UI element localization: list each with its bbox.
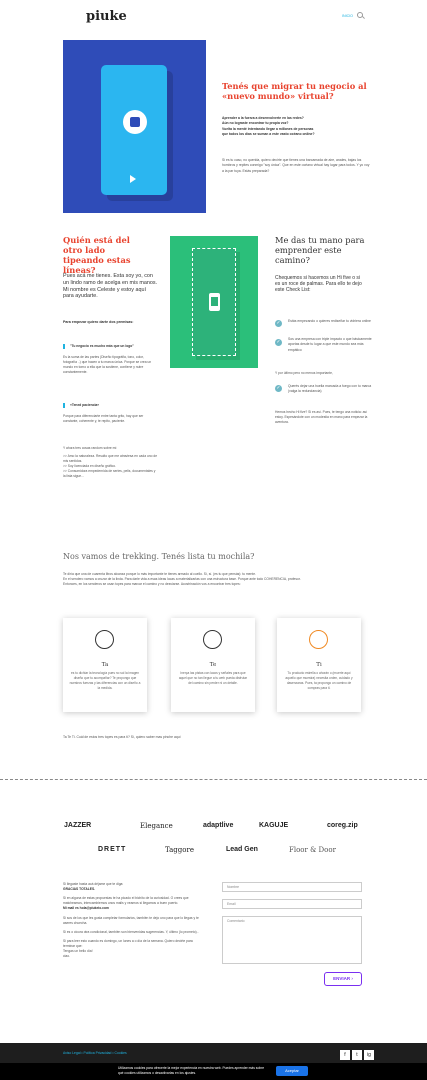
contact-line: Si llegaste hasta acá déjame que te diga:	[63, 882, 124, 886]
card-title: Ta	[101, 662, 109, 668]
site-header	[0, 0, 427, 32]
site-logo[interactable]: piuke	[86, 9, 127, 24]
contact-line[interactable]: Mi mail es hola@piukeio.com	[63, 906, 109, 911]
bold-line: que todos los días se suman a este vasto océano online?	[222, 131, 315, 136]
card-title: Ti	[316, 662, 322, 668]
bold-line: Aprender a la fuerza a desenvolverte en las redes?	[222, 116, 304, 120]
send-label: ENVIAR	[333, 976, 351, 981]
card-illustration	[192, 248, 236, 356]
list-item: >> Consumidora empedernida de series, pelis, documentales y la lista sigue...	[63, 469, 156, 479]
quote-1: "Tu negocio es mucho más que un logo"	[63, 344, 158, 349]
cutlery-icon	[203, 630, 222, 649]
center-illustration	[170, 236, 258, 368]
section1-title: Tenés que migrar tu negocio al «nuevo mundo» virtual?	[222, 81, 367, 101]
comment-field[interactable]: Comentario	[222, 916, 362, 964]
card-ti[interactable]	[277, 618, 361, 712]
contact-line: Si para leer esto cuando es domingo, un lunes a o día de la semana. Quiero decirte para terminar que:	[63, 938, 193, 948]
contact-line: Tengas un bello día!	[63, 949, 93, 954]
contact-line: ciao.	[63, 954, 70, 959]
trekking-title: Nos vamos de trekking. Tenés lista tu mochila?	[63, 552, 255, 561]
about-intro: Pues acá me tienes. Esta soy yo, con un lindo ramo de acelga en mis manos. Mi nombre es Celeste y estoy aquí para ayudarte.	[63, 273, 158, 300]
about-p1: Es la suma de las partes (Diseño tipográfia, tono, color, fotografía ..) que hacen a tu marca única. Porque se crea un mundo en torno a ella que la sostiene, contiene y nutre constantemente.	[63, 355, 152, 375]
hand-intro: Chequemos si hacemos un Hi five o si es un roce de palmas. Para ello te dejo este Check List:	[275, 275, 362, 293]
trekking-p2: En el sendero vamos a cruzar de la linda. Para darle vida a esas ideas locas a materializarlas con una estructura base. Porque ante todo COHERENCIA, profesor.	[63, 577, 301, 582]
card-text: es tu dichiar la tecnología pues no sol la imagen diseño que tu acompañar? Te propongo que nuestros fuerzas y las diferencias con un diseño a la medida.	[69, 671, 141, 690]
contact-line: Si sos de los que les gusta completar formularios, también te dejo uno para que lo llegas y te aseres chuecha.	[63, 915, 199, 925]
card-title: Te	[209, 662, 217, 668]
card-ta[interactable]	[63, 618, 147, 712]
brand-logo: JAZZER	[64, 822, 92, 829]
check-item-1: Estás empezando o quieres rediseñar tu vidriera online	[288, 319, 371, 323]
cutlery-icon	[95, 630, 114, 649]
section-divider	[0, 779, 427, 780]
brand-logo: Lead Gen	[226, 846, 258, 853]
contact-line: Si es o cicura otra condicional, también son bienvenidas sugerencias. Y, último (lo prometo)..	[63, 929, 199, 934]
hero-illustration	[63, 40, 206, 213]
instagram-icon[interactable]: ig	[364, 1050, 374, 1060]
brand-logo: coreg.zip	[327, 822, 358, 829]
name-field[interactable]: Nombre	[222, 882, 362, 892]
check-middle: Y por último pero no menos importante,	[275, 371, 333, 375]
send-button[interactable]: ENVIAR ›	[324, 972, 362, 986]
check-icon: ✓	[276, 385, 281, 391]
facebook-icon[interactable]: f	[340, 1050, 350, 1060]
section1-paragraph: Si es tu caso, no querida, quiero decirte que tienes una barcamada de aire, anales, bajas los hombros y repites conmigo "soy única". Que en este océano virtual hay lugar para todos. Y yo voy a la par tuya. Estás preparada?	[222, 158, 370, 173]
trekking-p1: Te diría que una de cuarenta litros alcanza porque lo más importante te tienes armado al cuello. Sí, sí. (es tu que pensás): tu mente.	[63, 572, 256, 576]
cookie-banner	[0, 1063, 427, 1080]
about-list	[63, 454, 158, 480]
search-icon[interactable]	[357, 12, 363, 18]
bold-line: Vuelta la menté intentando llegar a millones de personas	[222, 126, 314, 131]
brand-logo: KAGUJE	[259, 822, 289, 829]
contact-line: Si en alguna de estas propuestas te ha picado el bichito de la curiosidad. O crees que matcheamos, intercambiemos unos mails y veamos si llegamos a buen puerto.	[63, 896, 189, 906]
card-te[interactable]	[171, 618, 255, 712]
check-item-2: Sos una empresa con triple impacto o que básicamente aportas desde tu lugar a que este mundo sea más empático	[288, 337, 372, 352]
phone-illustration	[101, 65, 167, 195]
lightbulb-icon	[309, 630, 328, 649]
brand-logo: adaptlive	[203, 822, 234, 829]
about-p3: Y ahora tres cosas random sobre mí:	[63, 446, 118, 450]
bold-line: Aún no lograste encontrar tu propia voz?	[222, 121, 289, 126]
trekking-text	[63, 572, 363, 587]
trekking-p3: Entonces, en los senderos se usan topes para marcar el camino y no desviarse. Acostrinación vos a encontrar tres topes:	[63, 582, 241, 587]
check-icon: ✓	[276, 320, 281, 326]
hand-title: Me das tu mano para emprender este camino?	[275, 235, 365, 265]
stop-icon	[123, 110, 147, 134]
nav-inicio[interactable]: INICIO	[342, 14, 353, 18]
brand-logo: Floor & Door	[289, 846, 336, 854]
brand-logo: Elegance	[140, 822, 173, 830]
check-item-3: Querés dejar una huella marcada a fuego con tu marca (valga la redundancia)	[288, 384, 372, 394]
list-item: >> Soy licenciada en diseño gráfico.	[63, 464, 116, 469]
accept-cookies-button[interactable]: Aceptar	[276, 1066, 308, 1076]
twitter-icon[interactable]: t	[352, 1050, 362, 1060]
about-p2: Porque para diferenciarte entre tanta grito, hay que ser constante, coherente y, te repito, paciente.	[63, 414, 144, 424]
play-icon	[130, 175, 136, 183]
contact-line: GRACIAS TOTALES.	[63, 887, 96, 892]
footer-links[interactable]: Aviso Legal • Política Privacidad • Cookies	[63, 1051, 127, 1055]
card-text: Inerça las pistas con lacos y señales para que aquel que no tan llegue a tu web pueda disfrutar del camino sin perder ni un detalle.	[178, 671, 248, 685]
card-text: Tu producto estrella o ahorán o (muerte aquí aquello que muestra) necesita orden, cuidado y dasenzaras. Pues, ta propongo un camino de compras para ti.	[285, 671, 353, 690]
brand-logo: DRETT	[98, 846, 127, 853]
section1-bold-lines	[222, 116, 372, 137]
premisas-text: Para empezar quiero darte dos premisas:	[63, 320, 134, 324]
brand-logo: Taggore	[165, 846, 194, 854]
email-field[interactable]: Email	[222, 899, 362, 909]
hand-outro: Hemos hecho Hi five? Si es así. Pues, te tengo una noticia: así estoy. Espesándote con un modestia en mano para empezar la aventura.	[275, 410, 368, 425]
cookie-text: Utilizamos cookies para ofrecerte la mejor experiencia en nuestra web. Puedes aprender más sobre qué cookies utilizamos o desactivarlas en los ajustes.	[118, 1066, 265, 1076]
list-item: >> Amo la naturaleza. Resulto que me atraviesa en cada uno de mis sentidos.	[63, 454, 158, 464]
about-title: Quién está del otro lado tipeando estas líneas?	[63, 235, 131, 275]
check-icon: ✓	[276, 339, 281, 345]
watch-icon	[209, 293, 220, 311]
contact-text	[63, 882, 203, 959]
quote-2: «Tened paciencia»	[63, 403, 158, 408]
tatetí-link[interactable]: Ta Te Ti. Cuál de estos tres topes es para ti? Sí, quiero saber mas pinche aquí	[63, 735, 181, 739]
